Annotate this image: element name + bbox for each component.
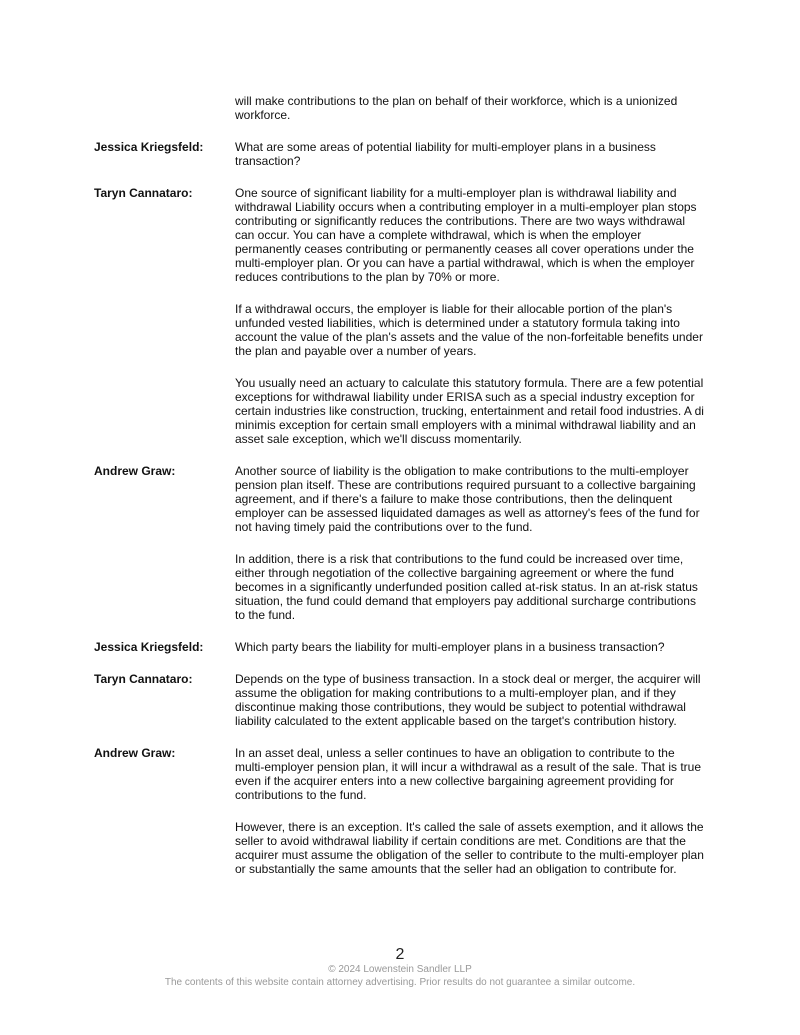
speaker-remarks [235, 140, 706, 168]
transcript-entry [94, 672, 706, 728]
remark-paragraph: If a withdrawal occurs, the employer is liable for their allocable portion of the plan's unfunded vested liabilities, which is determined under a statutory formula taking into account the value of the plan's assets and the value of the non-forfeitable benefits under the plan and payable over a number of years. [235, 302, 703, 358]
remark-paragraph: Another source of liability is the obligation to make contributions to the multi-employer pension plan itself. These are contributions required pursuant to a collective bargaining agreement, and if there's a failure to make those contributions, then the delinquent employer can be assessed liquidated damages as well as attorney's fees of the fund for not having timely paid the contributions over to the fund. [235, 464, 700, 534]
advertising-disclaimer: The contents of this website contain attorney advertising. Prior results do not guarantee a similar outcome. [164, 977, 636, 988]
transcript-entry [94, 186, 706, 446]
speaker-name: Jessica Kriegsfeld: [94, 640, 204, 654]
speaker-name: Andrew Graw: [94, 464, 176, 478]
remark-paragraph: Which party bears the liability for multi-employer plans in a business transaction? [235, 640, 665, 654]
remark-paragraph: In addition, there is a risk that contributions to the fund could be increased over time, either through negotiation of the collective bargaining agreement or where the fund becomes in a significantly underfunded position called at-risk status. In an at-risk status situation, the fund could demand that employers pay additional surcharge contributions to the fund. [235, 552, 698, 622]
transcript-entry [94, 94, 706, 122]
transcript-entry [94, 746, 706, 876]
speaker-name: Taryn Cannataro: [94, 186, 193, 200]
remark-paragraph: One source of significant liability for a multi-employer plan is withdrawal liability and withdrawal Liability occurs when a contributing employer in a multi-employer plan stops contributing or significantly reduces the contributions. There are two ways withdrawal can occur. You can have a complete withdrawal, which is when the employer permanently ceases contributing or permanently ceases all cover operations under the multi-employer plan. Or you can have a partial withdrawal, which is when the employer reduces contributions to the plan by 70% or more. [235, 186, 697, 284]
speaker-name: Andrew Graw: [94, 746, 176, 760]
remark-paragraph: In an asset deal, unless a seller continues to have an obligation to contribute to the multi-employer pension plan, it will incur a withdrawal as a result of the sale. That is true even if the acquirer enters into a new collective bargaining agreement providing for contributions to the fund. [235, 746, 701, 802]
remark-paragraph: What are some areas of potential liability for multi-employer plans in a business transaction? [235, 140, 656, 168]
page-footer [0, 945, 800, 989]
speaker-name: Taryn Cannataro: [94, 672, 193, 686]
transcript-entry [94, 140, 706, 168]
speaker-remarks [235, 746, 706, 876]
speaker-name: Jessica Kriegsfeld: [94, 140, 204, 154]
remark-paragraph: However, there is an exception. It's called the sale of assets exemption, and it allows the seller to avoid withdrawal liability if certain conditions are met. Conditions are that the acquirer must assume the obligation of the seller to contribute to the multi-employer plan or substantially the same amounts that the seller had an obligation to contribute for. [235, 820, 704, 876]
remark-paragraph: Depends on the type of business transaction. In a stock deal or merger, the acquirer will assume the obligation for making contributions to a multi-employer plan, and if they discontinue making those contributions, they would be subject to potential withdrawal liability calculated to the extent applicable based on the target's contribution history. [235, 672, 701, 728]
speaker-remarks [235, 94, 706, 122]
speaker-remarks [235, 640, 706, 654]
copyright-notice: © 2024 Lowenstein Sandler LLP [328, 964, 472, 975]
transcript-entry [94, 464, 706, 622]
page-number: 2 [395, 946, 405, 963]
speaker-remarks [235, 186, 706, 446]
transcript [94, 94, 706, 894]
speaker-remarks [235, 464, 706, 622]
transcript-entry [94, 640, 706, 654]
remark-paragraph: You usually need an actuary to calculate this statutory formula. There are a few potential exceptions for withdrawal liability under ERISA such as a special industry exception for certain industries like construction, trucking, entertainment and retail food industries. A di minimis exception for certain small employers with a minimal withdrawal liability and an asset sale exception, which we'll discuss momentarily. [235, 376, 704, 446]
remark-paragraph: will make contributions to the plan on behalf of their workforce, which is a unionized workforce. [235, 94, 678, 122]
speaker-remarks [235, 672, 706, 728]
